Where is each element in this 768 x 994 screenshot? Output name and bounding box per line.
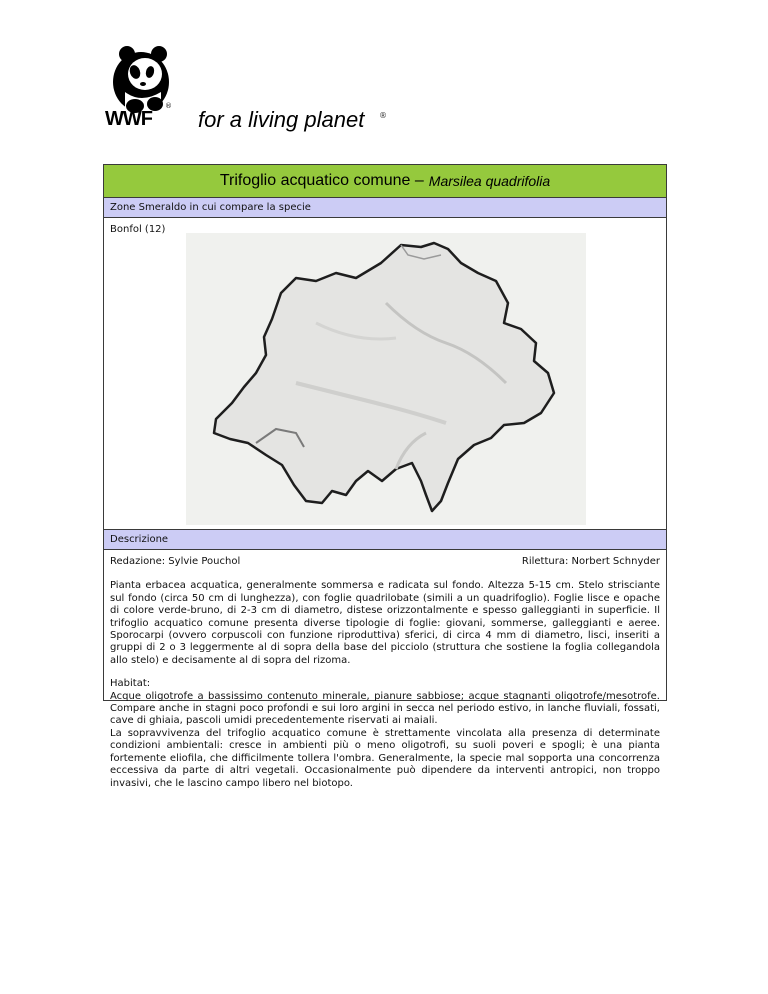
tagline: for a living planet: [198, 107, 365, 132]
habitat-text-2: La sopravvivenza del trifoglio acquatico comune è strettamente vincolata alla presenza di determinate condizioni ambientali: cresce in ambienti più o meno oligotrofi, su suoli poveri e spogli; è una pianta fortemente eliofila, che difficilmente tollera l'ombra. Generalmente, la specie mal sopporta una concorrenza eccessiva da parte di altri vegetali. Occasionalmente può dipendere da interventi antropici, non troppo invasivi, che le lascino campo libero nel biotopo.: [110, 727, 660, 789]
proofreader-credit: Rilettura: Norbert Schnyder: [521, 556, 660, 567]
editor-credit: Redazione: Sylvie Pouchol: [110, 556, 241, 567]
zones-header: Zone Smeraldo in cui compare la specie: [104, 198, 666, 218]
habitat-label: Habitat:: [110, 678, 151, 690]
species-common-name: Trifoglio acquatico comune –: [219, 172, 424, 189]
description-body: [104, 550, 666, 790]
species-title: [104, 165, 666, 198]
habitat-text-1: Acque oligotrofe a bassissimo contenuto minerale, pianure sabbiose; acque stagnanti oligotrofe/mesotrofe. Compare anche in stagni poco profondi e sui loro argini in secca nel periodo estivo, in lanche fluviali, fossati, cave di ghiaia, pascoli umidi precedentemente riservati ai maiali.: [110, 690, 660, 727]
zone-site: Bonfol (12): [110, 224, 166, 235]
credits-row: [110, 556, 660, 568]
description-text: Pianta erbacea acquatica, generalmente sommersa e radicata sul fondo. Altezza 5-15 cm. Stelo strisciante sul fondo (circa 50 cm di lunghezza), con foglie quadrilobate (simili a un quadrifoglio). Foglie lisce e opache di colore verde-bruno, di 2-3 cm di diametro, distese orizzontalmente e spesso galleggianti in superficie. Il trifoglio acquatico comune presenta diverse tipologie di foglie: giovani, sommerse, galleggianti e aeree. Sporocarpi (ovvero corpuscoli con funzione riproduttiva) sferici, di circa 4 mm di diametro, lisci, inseriti a gruppi di 2 o 3 leggermente al di sopra della base del picciolo (struttura che sostiene la foglia collegandola allo stelo) e decisamente al di sopra del rizoma.: [110, 580, 660, 666]
description-header: Descrizione: [104, 530, 666, 550]
switzerland-map-graphic: [186, 233, 586, 525]
species-sheet: [103, 164, 667, 789]
zones-cell: [104, 218, 666, 530]
species-latin-name: Marsilea quadrifolia: [428, 173, 551, 189]
brand-registered-mark: ®: [165, 102, 172, 110]
wwf-brand-text: WWF: [105, 108, 152, 130]
tagline-registered-mark: ®: [379, 111, 387, 120]
switzerland-map: [186, 233, 586, 525]
